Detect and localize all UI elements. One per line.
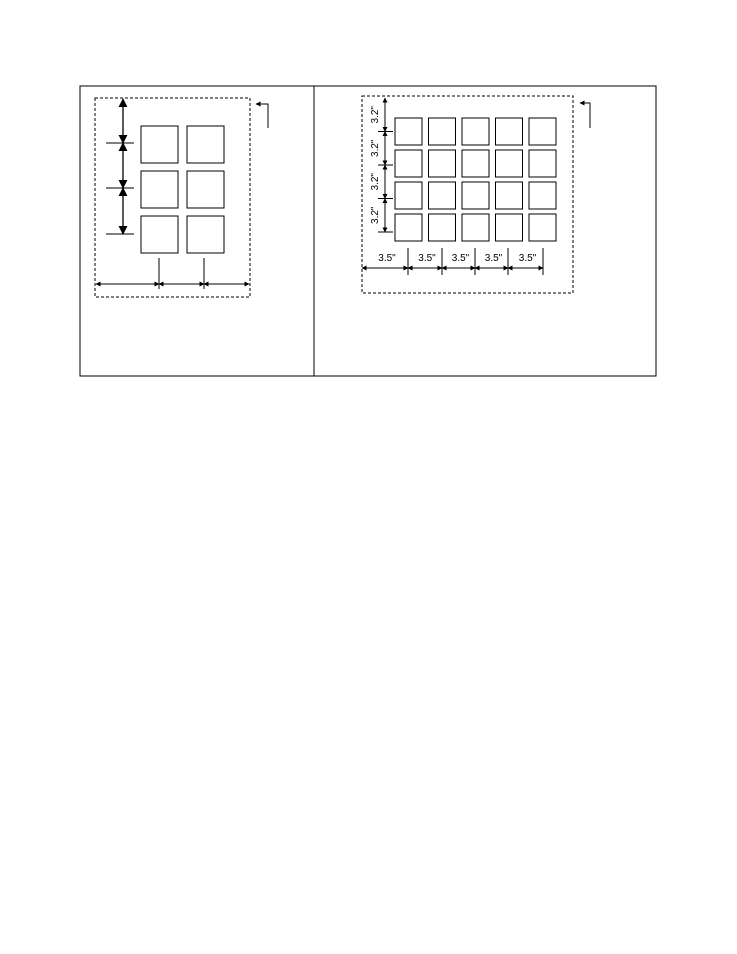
right-label-cell [462,214,489,241]
left-label-cell [187,216,224,253]
table-frame [80,86,656,376]
column-spacing-label: 3.5" [418,253,436,264]
right-label-cell [529,182,556,209]
left-feed-arrow [256,104,268,128]
right-label-cell [395,214,422,241]
left-label-cell [141,171,178,208]
right-label-cell [395,182,422,209]
right-label-cell [496,118,523,145]
right-label-cell [529,150,556,177]
column-spacing-label: 3.5" [451,253,470,264]
right-label-cell [395,118,422,145]
right-label-cell [529,118,556,145]
right-feed-arrow [580,103,590,128]
left-panel [95,98,268,297]
right-label-cell [529,214,556,241]
column-spacing-label: 3.5" [378,253,396,264]
right-label-cell [429,214,456,241]
right-label-cell [429,182,456,209]
right-vertical-dimensions [370,98,393,232]
right-label-cell [496,182,523,209]
right-label-cell [429,118,456,145]
left-vertical-dimensions [106,99,134,234]
left-label-cell [187,126,224,163]
left-label-cell [141,126,178,163]
right-label-grid [395,118,556,241]
right-label-cell [462,182,489,209]
right-label-cell [496,150,523,177]
right-label-cell [462,150,489,177]
column-spacing-label: 3.5" [484,253,503,264]
right-label-cell [395,150,422,177]
row-spacing-label: 3.2" [370,106,381,124]
right-horizontal-dimensions [362,248,543,275]
left-horizontal-dimensions [96,258,249,289]
column-spacing-label: 3.5" [518,253,537,264]
right-label-cell [462,118,489,145]
left-label-grid [141,126,224,253]
left-label-cell [187,171,224,208]
left-label-cell [141,216,178,253]
right-label-cell [429,150,456,177]
row-spacing-label: 3.2" [370,139,381,157]
left-sheet-outline [95,98,250,297]
right-label-cell [496,214,523,241]
row-spacing-label: 3.2" [370,206,381,224]
row-spacing-label: 3.2" [370,173,381,191]
right-panel [362,96,590,293]
